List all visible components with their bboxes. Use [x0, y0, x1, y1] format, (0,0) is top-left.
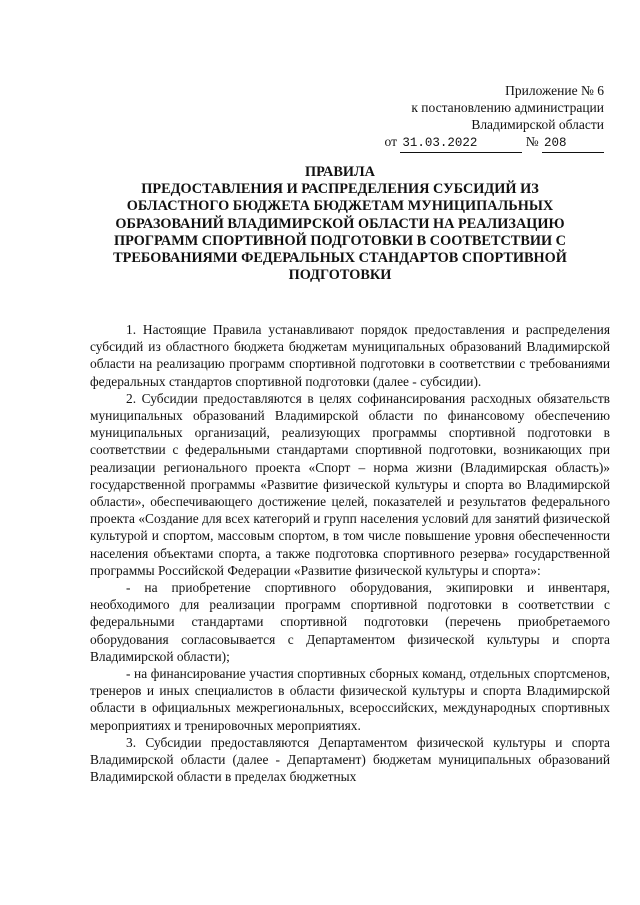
title-line: ПРЕДОСТАВЛЕНИЯ И РАСПРЕДЕЛЕНИЯ СУБСИДИЙ ИЗ — [141, 181, 539, 198]
document-body — [90, 321, 610, 785]
appendix-date-line — [364, 133, 604, 153]
decree-number: 208 — [542, 135, 604, 153]
appendix-header — [364, 82, 604, 153]
title-line: ПРАВИЛА — [305, 164, 375, 180]
title-line: ОБЛАСТНОГО БЮДЖЕТА БЮДЖЕТАМ МУНИЦИПАЛЬНЫХ — [126, 198, 554, 215]
paragraph-3: 3. Субсидии предоставляются Департаментом физической культуры и спорта Владимирской области (далее - Департамент) бюджетам муниципальных образований Владимирской области в пределах бюджетных — [90, 734, 610, 785]
number-prefix: № — [525, 134, 539, 149]
list-item-competitions: - на финансирование участия спортивных сборных команд, отдельных спортсменов, тренеров и иных специалистов в области физической культуры и спорта Владимирской области в официальных межрегиональных, всероссийских, международных спортивных мероприятиях и тренировочных мероприятиях. — [90, 666, 610, 733]
title-line: ПОДГОТОВКИ — [288, 267, 392, 284]
appendix-number: Приложение № 6 — [505, 83, 604, 98]
title-line: ТРЕБОВАНИЯМИ ФЕДЕРАЛЬНЫХ СТАНДАРТОВ СПОРТИВНОЙ — [113, 250, 567, 267]
paragraph-1: 1. Настоящие Правила устанавливают порядок предоставления и распределения субсидий из областного бюджета бюджетам муниципальных образований Владимирской области на реализацию программ спортивной подготовки в соответствии с требованиями федеральных стандартов спортивной подготовки (далее - субсидии). — [90, 322, 610, 389]
list-item-equipment: - на приобретение спортивного оборудования, экипировки и инвентаря, необходимого для реализации программ спортивной подготовки в соответствии с федеральными стандартами спортивной подготовки (перечень приобретаемого оборудования согласовывается с Департаментом физической культуры и спорта Владимирской области); — [90, 580, 610, 664]
paragraph-2: 2. Субсидии предоставляются в целях софинансирования расходных обязательств муниципальных образований Владимирской области по финансовому обеспечению муниципальных организаций, реализующих программы спортивной подготовки в соответствии с федеральными стандартами спортивной подготовки, возникающих при реализации регионального проекта «Спорт – норма жизни (Владимирская область)» государственной программы «Развитие физической культуры и спорта во Владимирской области», обеспечивающего достижение целей, показателей и результатов федерального проекта «Создание для всех категорий и групп населения условий для занятий физической культурой и спортом, массовым спортом, в том числе повышение уровня обеспеченности населения объектами спорта, а также подготовка спортивного резерва» государственной программы Российской Федерации «Развитие физической культуры и спорта»: — [90, 390, 610, 578]
appendix-region: Владимирской области — [471, 117, 604, 132]
date-prefix: от — [384, 134, 397, 149]
title-line: ОБРАЗОВАНИЙ ВЛАДИМИРСКОЙ ОБЛАСТИ НА РЕАЛИЗАЦИЮ — [115, 215, 565, 232]
decree-date: 31.03.2022 — [400, 135, 522, 153]
document-title — [70, 164, 610, 284]
title-line: ПРОГРАММ СПОРТИВНОЙ ПОДГОТОВКИ В СООТВЕТСТВИИ С — [113, 232, 567, 249]
appendix-reference: к постановлению администрации — [411, 100, 604, 115]
